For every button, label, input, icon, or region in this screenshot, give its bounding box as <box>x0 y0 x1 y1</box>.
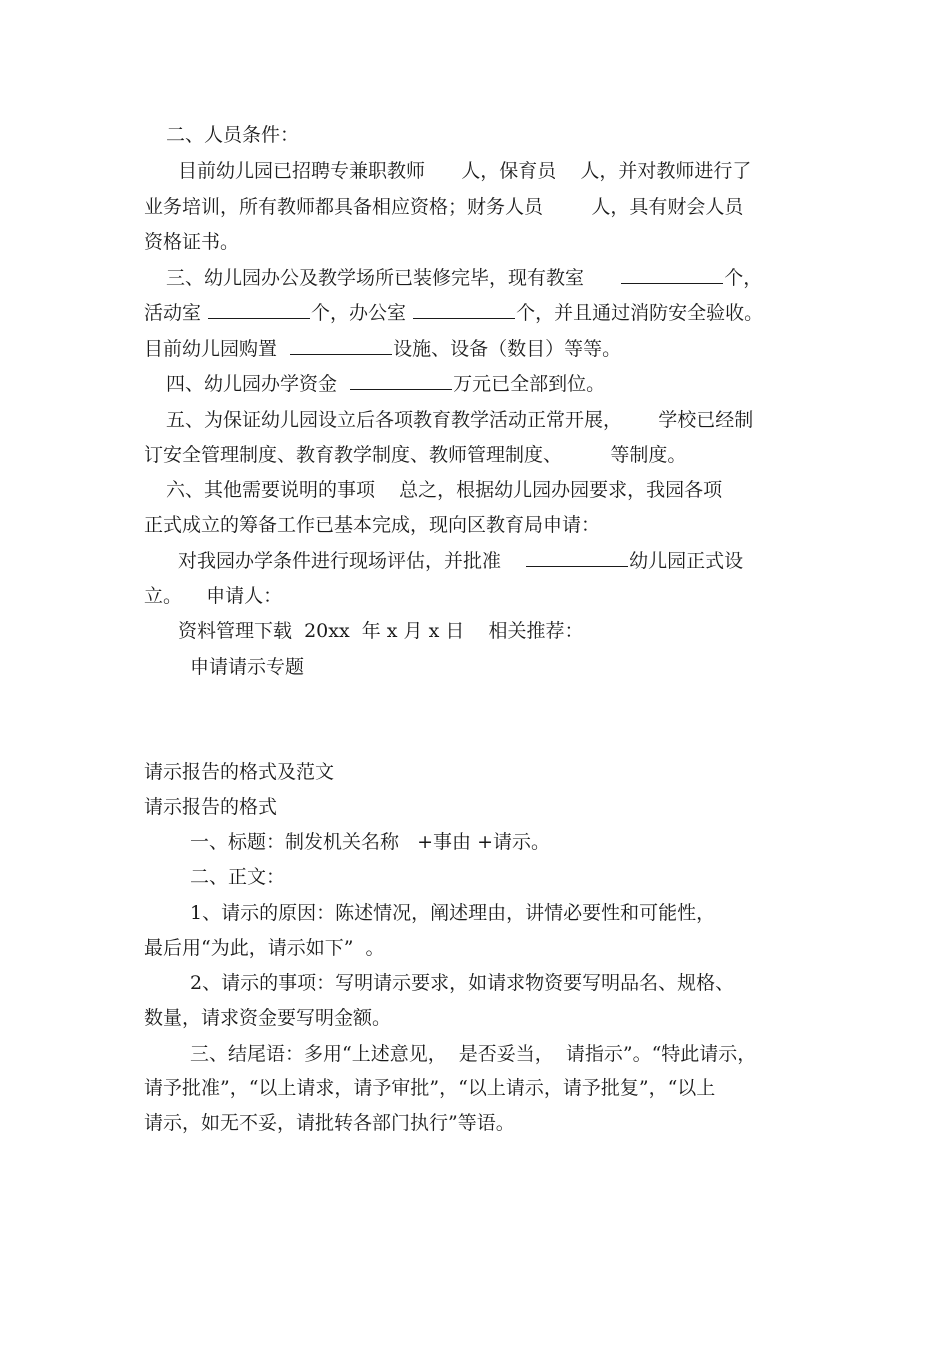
topic-line: 申请请示专题 <box>190 656 305 678</box>
paragraph-line: 最后用“为此，请示如下” 。 <box>144 937 385 959</box>
section-2-title: 二、人员条件： <box>166 124 300 146</box>
section-3-line <box>166 265 762 291</box>
format-item-3: 三、结尾语：多用“上述意见， 是否妥当， 请指示”。“特此请示， <box>190 1043 757 1065</box>
section-5-line: 五、为保证幼儿园设立后各项教育教学活动正常开展， 学校已经制 <box>166 409 754 431</box>
paragraph-line: 业务培训，所有教师都具备相应资格；财务人员 人，具有财会人员 <box>144 196 744 218</box>
text-segment: 幼儿园正式设 <box>629 550 744 572</box>
applicant-line: 立。 申请人： <box>144 585 283 607</box>
paragraph-line: 资格证书。 <box>144 231 240 253</box>
paragraph-line <box>144 336 621 362</box>
format-item-2-1: 1、请示的原因：陈述情况，阐述理由，讲情必要性和可能性， <box>190 902 716 924</box>
format-item-1: 一、标题：制发机关名称 +事由 +请示。 <box>190 831 550 853</box>
section-4-line <box>166 371 605 397</box>
fill-in-blank <box>621 265 723 284</box>
text-segment: 个，并且通过消防安全验收。 <box>516 302 764 324</box>
text-segment: 对我园办学条件进行现场评估，并批准 <box>178 550 526 572</box>
format-item-2-2: 2、请示的事项：写明请示要求，如请求物资要写明品名、规格、 <box>190 972 735 994</box>
paragraph-line: 请予批准”，“以上请求，请予审批”，“以上请示，请予批复”，“以上 <box>144 1077 716 1099</box>
format-item-2: 二、正文： <box>190 866 286 888</box>
section-subtitle: 请示报告的格式 <box>144 796 278 818</box>
text-segment: 设施、设备（数目）等等。 <box>393 338 622 360</box>
text-segment: 活动室 <box>144 302 208 324</box>
application-line <box>178 548 743 574</box>
fill-in-blank <box>208 300 310 319</box>
fill-in-blank <box>290 336 392 355</box>
text-segment: 个，办公室 <box>311 302 413 324</box>
paragraph-line: 数量，请求资金要写明金额。 <box>144 1007 392 1029</box>
text-segment: 个， <box>724 267 763 289</box>
text-segment: 四、幼儿园办学资金 <box>166 373 350 395</box>
paragraph-line: 正式成立的筹备工作已基本完成，现向区教育局申请： <box>144 514 601 536</box>
text-segment: 三、幼儿园办公及教学场所已装修完毕，现有教室 <box>166 267 621 289</box>
footer-line: 资料管理下载 20xx 年 x 月 x 日 相关推荐： <box>178 620 584 642</box>
paragraph-line: 订安全管理制度、教育教学制度、教师管理制度、 等制度。 <box>144 444 687 466</box>
paragraph-line <box>144 300 763 326</box>
text-segment: 目前幼儿园购置 <box>144 338 290 360</box>
paragraph-line: 请示，如无不妥，请批转各部门执行”等语。 <box>144 1112 515 1134</box>
text-segment: 万元已全部到位。 <box>453 373 606 395</box>
fill-in-blank <box>413 300 515 319</box>
fill-in-blank <box>526 548 628 567</box>
section-6-line: 六、其他需要说明的事项 总之，根据幼儿园办园要求，我园各项 <box>166 479 723 501</box>
fill-in-blank <box>350 371 452 390</box>
section-title: 请示报告的格式及范文 <box>144 761 335 783</box>
paragraph-line: 目前幼儿园已招聘专兼职教师 人，保育员 人，并对教师进行了 <box>178 160 752 182</box>
